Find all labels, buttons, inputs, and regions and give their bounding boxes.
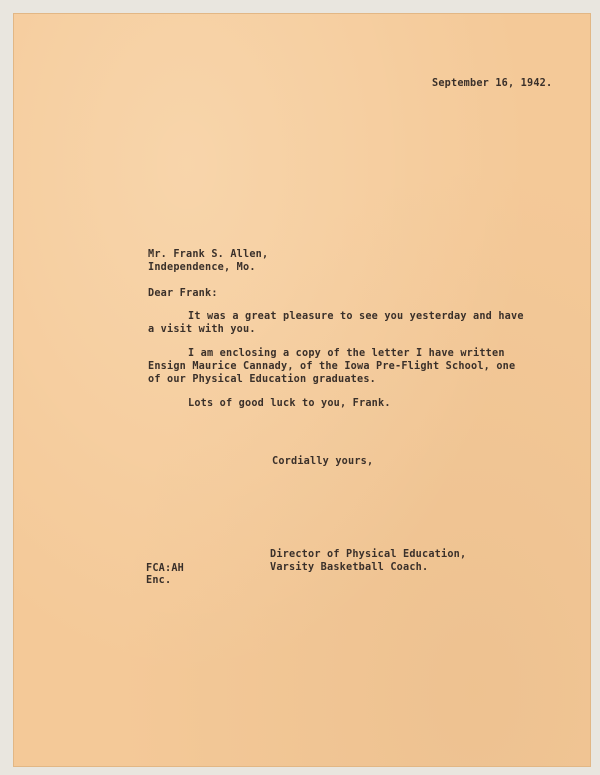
letter-page <box>14 14 590 766</box>
body-line: I am enclosing a copy of the letter I have written <box>188 348 505 359</box>
salutation: Dear Frank: <box>148 288 218 299</box>
body-line: a visit with you. <box>148 324 256 335</box>
enclosure-note: Enc. <box>146 575 172 586</box>
body-line: of our Physical Education graduates. <box>148 374 377 385</box>
recipient-name: Mr. Frank S. Allen, <box>148 249 269 260</box>
recipient-city: Independence, Mo. <box>148 262 256 273</box>
closing: Cordially yours, <box>272 456 374 467</box>
body-line: Ensign Maurice Cannady, of the Iowa Pre-Flight School, one <box>148 361 516 372</box>
letter-date: September 16, 1942. <box>432 78 553 89</box>
signature-title: Varsity Basketball Coach. <box>270 562 429 573</box>
typist-initials: FCA:AH <box>146 563 185 574</box>
body-line: Lots of good luck to you, Frank. <box>188 398 391 409</box>
signature-title: Director of Physical Education, <box>270 549 467 560</box>
body-line: It was a great pleasure to see you yesterday and have <box>188 311 524 322</box>
